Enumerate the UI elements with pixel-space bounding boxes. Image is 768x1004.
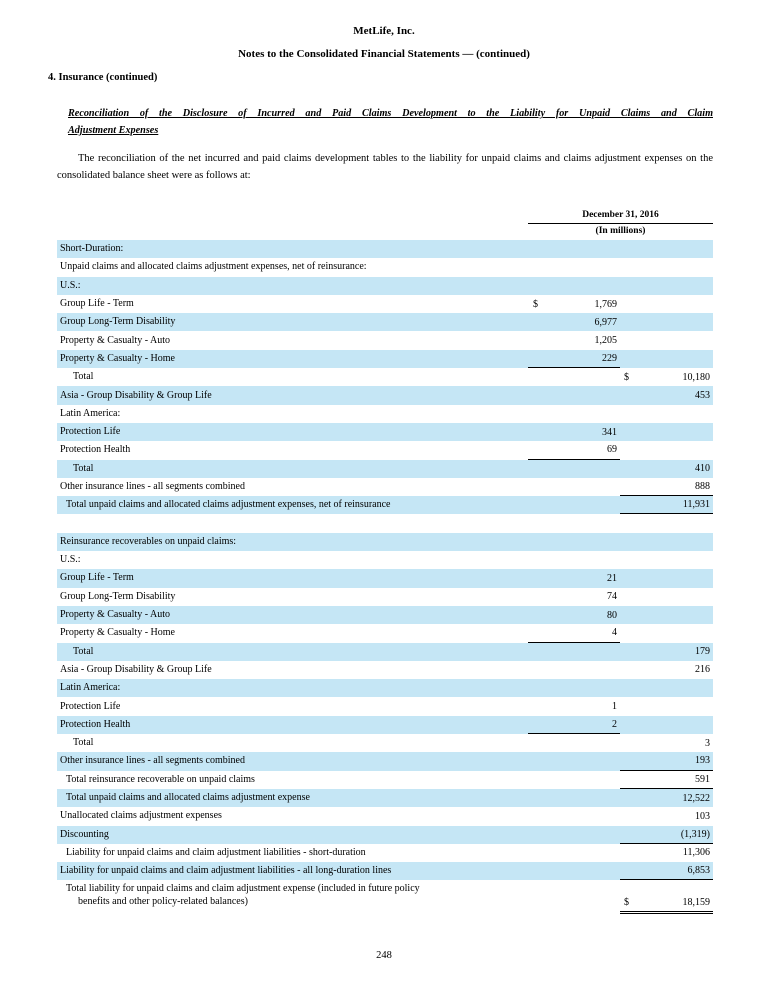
table-row [57, 569, 713, 587]
table-period-header: December 31, 2016 [528, 209, 713, 224]
topic-heading [68, 105, 713, 139]
col1-cell [528, 331, 620, 349]
col2-cell [620, 533, 713, 551]
table-row [57, 588, 713, 606]
row-label: Group Long-Term Disability [60, 316, 176, 328]
col1-cell [528, 368, 620, 386]
col1-cell [528, 661, 620, 679]
row-label: U.S.: [60, 279, 81, 291]
col1-value: 21 [607, 572, 617, 584]
col2-cell [620, 807, 713, 825]
topic-heading-line1: Reconciliation of the Disclosure of Incurred and Paid Claims Development to the Liability for Unpaid Claims and Claim [68, 108, 713, 119]
col1-value: 4 [612, 627, 617, 639]
table-row [57, 661, 713, 679]
row-label: Asia - Group Disability & Group Life [60, 389, 212, 401]
row-label: Property & Casualty - Auto [60, 609, 170, 621]
col1-value: 1,769 [594, 298, 617, 310]
col2-cell [620, 569, 713, 587]
col2-cell [620, 240, 713, 258]
table-row [57, 478, 713, 496]
table-row [57, 880, 713, 914]
claims-table-body [57, 240, 713, 914]
col1-value: 69 [607, 444, 617, 456]
row-label: Total unpaid claims and allocated claims adjustment expenses, net of reinsurance [66, 499, 391, 511]
col1-cell [528, 386, 620, 404]
col2-cell [620, 496, 713, 514]
col2-cell [620, 826, 713, 844]
table-row [57, 240, 713, 258]
col1-cell [528, 679, 620, 697]
col2-value: 453 [695, 390, 710, 402]
table-row [57, 606, 713, 624]
col1-cell [528, 697, 620, 715]
col1-currency: $ [533, 298, 538, 310]
col1-cell [528, 880, 620, 914]
col2-value: (1,319) [680, 828, 710, 840]
row-label: Other insurance lines - all segments combined [60, 755, 245, 767]
col2-cell [620, 441, 713, 459]
col2-value: 3 [705, 737, 710, 749]
col2-cell [620, 624, 713, 642]
col1-cell [528, 496, 620, 514]
table-row [57, 862, 713, 880]
col2-cell [620, 661, 713, 679]
row-label: Total [73, 371, 94, 383]
col1-cell [528, 405, 620, 423]
table-row [57, 752, 713, 770]
col1-cell [528, 460, 620, 478]
page-number: 248 [376, 950, 392, 961]
row-label: Reinsurance recoverables on unpaid claims: [60, 535, 237, 547]
table-row [57, 734, 713, 752]
col2-cell [620, 313, 713, 331]
col2-cell [620, 734, 713, 752]
col2-value: 18,159 [682, 897, 710, 909]
table-row [57, 771, 713, 789]
col2-cell [620, 771, 713, 789]
table-row [57, 423, 713, 441]
col2-value: 193 [695, 755, 710, 767]
row-label: Group Life - Term [60, 298, 134, 310]
col2-cell [620, 405, 713, 423]
col2-value: 591 [695, 773, 710, 785]
row-label: Group Life - Term [60, 572, 134, 584]
col1-cell [528, 734, 620, 752]
table-row [57, 496, 713, 514]
row-label: Total reinsurance recoverable on unpaid claims [66, 773, 255, 785]
table-row [57, 533, 713, 551]
table-row [57, 277, 713, 295]
row-label: Protection Health [60, 718, 131, 730]
row-label: Total [73, 645, 94, 657]
table-row [57, 368, 713, 386]
col2-cell [620, 697, 713, 715]
col2-cell [620, 368, 713, 386]
col1-cell [528, 478, 620, 496]
table-row [57, 643, 713, 661]
table-row [57, 441, 713, 459]
col2-cell [620, 588, 713, 606]
col2-cell [620, 606, 713, 624]
col1-cell [528, 789, 620, 807]
col1-cell [528, 862, 620, 880]
col2-value: 179 [695, 646, 710, 658]
col2-value: 11,931 [682, 499, 710, 511]
col2-currency: $ [624, 371, 629, 383]
col1-cell [528, 295, 620, 313]
col1-value: 1 [612, 701, 617, 713]
row-label: Total [73, 462, 94, 474]
col1-cell [528, 771, 620, 789]
row-label: Total liability for unpaid claims and claim adjustment expense (included in future policy benefits and other policy-related balances) [66, 883, 420, 908]
table-row [57, 807, 713, 825]
col1-value: 6,977 [594, 316, 617, 328]
col1-cell [528, 350, 620, 368]
col1-cell [528, 423, 620, 441]
col1-cell [528, 277, 620, 295]
row-label: Asia - Group Disability & Group Life [60, 663, 212, 675]
col2-cell [620, 862, 713, 880]
col2-currency: $ [624, 897, 629, 909]
table-row [57, 789, 713, 807]
table-spacer [57, 514, 713, 532]
table-row [57, 844, 713, 862]
col2-value: 216 [695, 664, 710, 676]
col2-cell [620, 679, 713, 697]
row-label: Liability for unpaid claims and claim adjustment liabilities - short-duration [66, 846, 366, 858]
row-label: Latin America: [60, 682, 121, 694]
col2-value: 888 [695, 481, 710, 492]
col2-value: 410 [695, 463, 710, 475]
intro-paragraph: The reconciliation of the net incurred and paid claims development tables to the liability for unpaid claims and claims adjustment expenses on the consolidated balance sheet were as follows at: [57, 153, 713, 181]
row-label: Protection Life [60, 426, 121, 438]
col2-cell [620, 789, 713, 807]
table-row [57, 313, 713, 331]
table-row [57, 826, 713, 844]
row-label: Latin America: [60, 407, 121, 419]
col2-cell [620, 460, 713, 478]
col2-cell [620, 295, 713, 313]
col1-cell [528, 533, 620, 551]
col2-cell [620, 331, 713, 349]
col2-cell [620, 844, 713, 862]
col1-cell [528, 826, 620, 844]
col2-cell [620, 350, 713, 368]
table-row [57, 331, 713, 349]
company-title: MetLife, Inc. [353, 25, 415, 37]
col1-cell [528, 606, 620, 624]
row-label: Property & Casualty - Home [60, 627, 175, 639]
notes-title: Notes to the Consolidated Financial Statements — (continued) [238, 48, 530, 60]
section-heading: 4. Insurance (continued) [48, 72, 158, 83]
col1-cell [528, 258, 620, 276]
table-row [57, 350, 713, 368]
col1-value: 80 [607, 609, 617, 621]
col2-cell [620, 386, 713, 404]
row-label: U.S.: [60, 554, 81, 566]
col1-cell [528, 844, 620, 862]
col2-value: 11,306 [682, 847, 710, 859]
col1-cell [528, 624, 620, 642]
col1-cell [528, 643, 620, 661]
row-label: Unpaid claims and allocated claims adjustment expenses, net of reinsurance: [60, 261, 367, 273]
table-row [57, 716, 713, 734]
table-header [528, 209, 713, 238]
table-row [57, 624, 713, 642]
col1-value: 341 [602, 426, 617, 438]
col1-cell [528, 441, 620, 459]
row-label: Total unpaid claims and allocated claims adjustment expense [66, 792, 310, 804]
table-row [57, 295, 713, 313]
col2-cell [620, 880, 713, 914]
col1-value: 1,205 [594, 335, 617, 347]
row-label: Property & Casualty - Auto [60, 334, 170, 346]
col1-cell [528, 551, 620, 569]
row-label: Protection Health [60, 444, 131, 456]
col2-value: 10,180 [682, 371, 710, 383]
col1-value: 2 [612, 718, 617, 730]
col1-value: 74 [607, 591, 617, 603]
col2-cell [620, 752, 713, 770]
row-label: Group Long-Term Disability [60, 590, 176, 602]
table-units-header: (In millions) [595, 226, 646, 236]
col2-cell [620, 277, 713, 295]
table-row [57, 386, 713, 404]
col1-cell [528, 716, 620, 734]
col2-value: 103 [695, 810, 710, 822]
row-label: Short-Duration: [60, 243, 124, 255]
col1-value: 229 [602, 352, 617, 364]
table-row [57, 679, 713, 697]
topic-heading-line2: Adjustment Expenses [68, 125, 159, 136]
col1-cell [528, 807, 620, 825]
table-row [57, 551, 713, 569]
table-row [57, 460, 713, 478]
col1-cell [528, 752, 620, 770]
col2-cell [620, 478, 713, 496]
row-label: Property & Casualty - Home [60, 352, 175, 364]
col2-cell [620, 643, 713, 661]
row-label: Protection Life [60, 700, 121, 712]
row-label: Unallocated claims adjustment expenses [60, 810, 222, 822]
col2-cell [620, 551, 713, 569]
col2-cell [620, 423, 713, 441]
col2-cell [620, 258, 713, 276]
col2-value: 12,522 [682, 792, 710, 804]
col1-cell [528, 569, 620, 587]
col2-value: 6,853 [687, 865, 710, 877]
row-label: Total [73, 737, 94, 749]
col1-cell [528, 588, 620, 606]
table-row [57, 405, 713, 423]
col2-cell [620, 716, 713, 734]
row-label: Discounting [60, 828, 109, 840]
row-label: Other insurance lines - all segments combined [60, 481, 245, 492]
table-row [57, 258, 713, 276]
col1-cell [528, 313, 620, 331]
table-row [57, 697, 713, 715]
col1-cell [528, 240, 620, 258]
row-label: Liability for unpaid claims and claim adjustment liabilities - all long-duration lines [60, 865, 392, 877]
